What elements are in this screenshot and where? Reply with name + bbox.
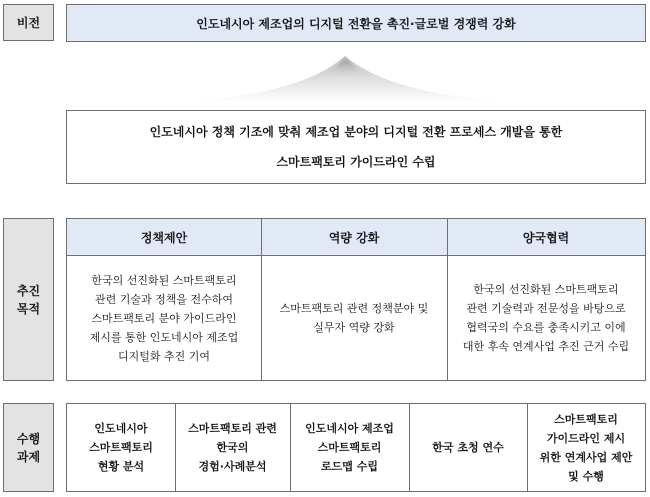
goal-line-1: 인도네시아 정책 기조에 맞춰 제조업 분야의 디지털 전환 프로세스 개발을 통한 bbox=[149, 125, 563, 139]
purpose-table bbox=[66, 218, 646, 381]
goal-line-2: 스마트팩토리 가이드라인 수립 bbox=[276, 155, 436, 169]
task-korea-case-analysis: 스마트팩토리 관련 한국의 경험·사례분석 bbox=[188, 422, 277, 473]
purpose-body-cooperation: 한국의 선진화된 스마트팩토리 관련 기술력과 전문성을 바탕으로 협력국의 수요를 충족시키고 이에 대한 후속 연계사업 추진 근거 수립 bbox=[462, 283, 630, 353]
task-korea-training: 한국 초청 연수 bbox=[432, 441, 504, 454]
vision-text: 인도네시아 제조업의 디지털 전환을 촉진·글로벌 경쟁력 강화 bbox=[196, 16, 516, 31]
task-roadmap: 인도네시아 제조업 스마트팩토리 로드맵 수립 bbox=[305, 422, 394, 473]
vision-label: 비전 bbox=[16, 15, 41, 30]
purpose-header-cooperation: 양국협력 bbox=[447, 219, 645, 256]
purpose-header-policy: 정책제안 bbox=[67, 219, 261, 256]
purpose-label: 추진 목적 bbox=[16, 283, 41, 316]
tasks-label: 수행 과제 bbox=[16, 431, 41, 464]
purpose-body-capacity: 스마트팩토리 관련 정책분야 및 실무자 역량 강화 bbox=[279, 302, 429, 334]
goal-box bbox=[66, 110, 646, 184]
purpose-body-policy: 한국의 선진화된 스마트팩토리 관련 기술과 정책을 전수하여 스마트팩토리 분야 가이드라인 제시를 통한 인도네시아 제조업 디지털화 추진 기여 bbox=[89, 273, 239, 363]
purpose-row-label bbox=[3, 218, 54, 381]
task-status-analysis: 인도네시아 스마트팩토리 현황 분석 bbox=[89, 422, 153, 473]
tasks-row-label bbox=[3, 403, 54, 492]
task-guideline-proposal: 스마트팩토리 가이드라인 제시 위한 연계사업 제안 및 수행 bbox=[539, 412, 633, 483]
vision-row-label bbox=[3, 4, 54, 41]
vision-box bbox=[66, 4, 646, 42]
purpose-header-capacity: 역량 강화 bbox=[261, 219, 447, 256]
tasks-table bbox=[66, 403, 646, 492]
